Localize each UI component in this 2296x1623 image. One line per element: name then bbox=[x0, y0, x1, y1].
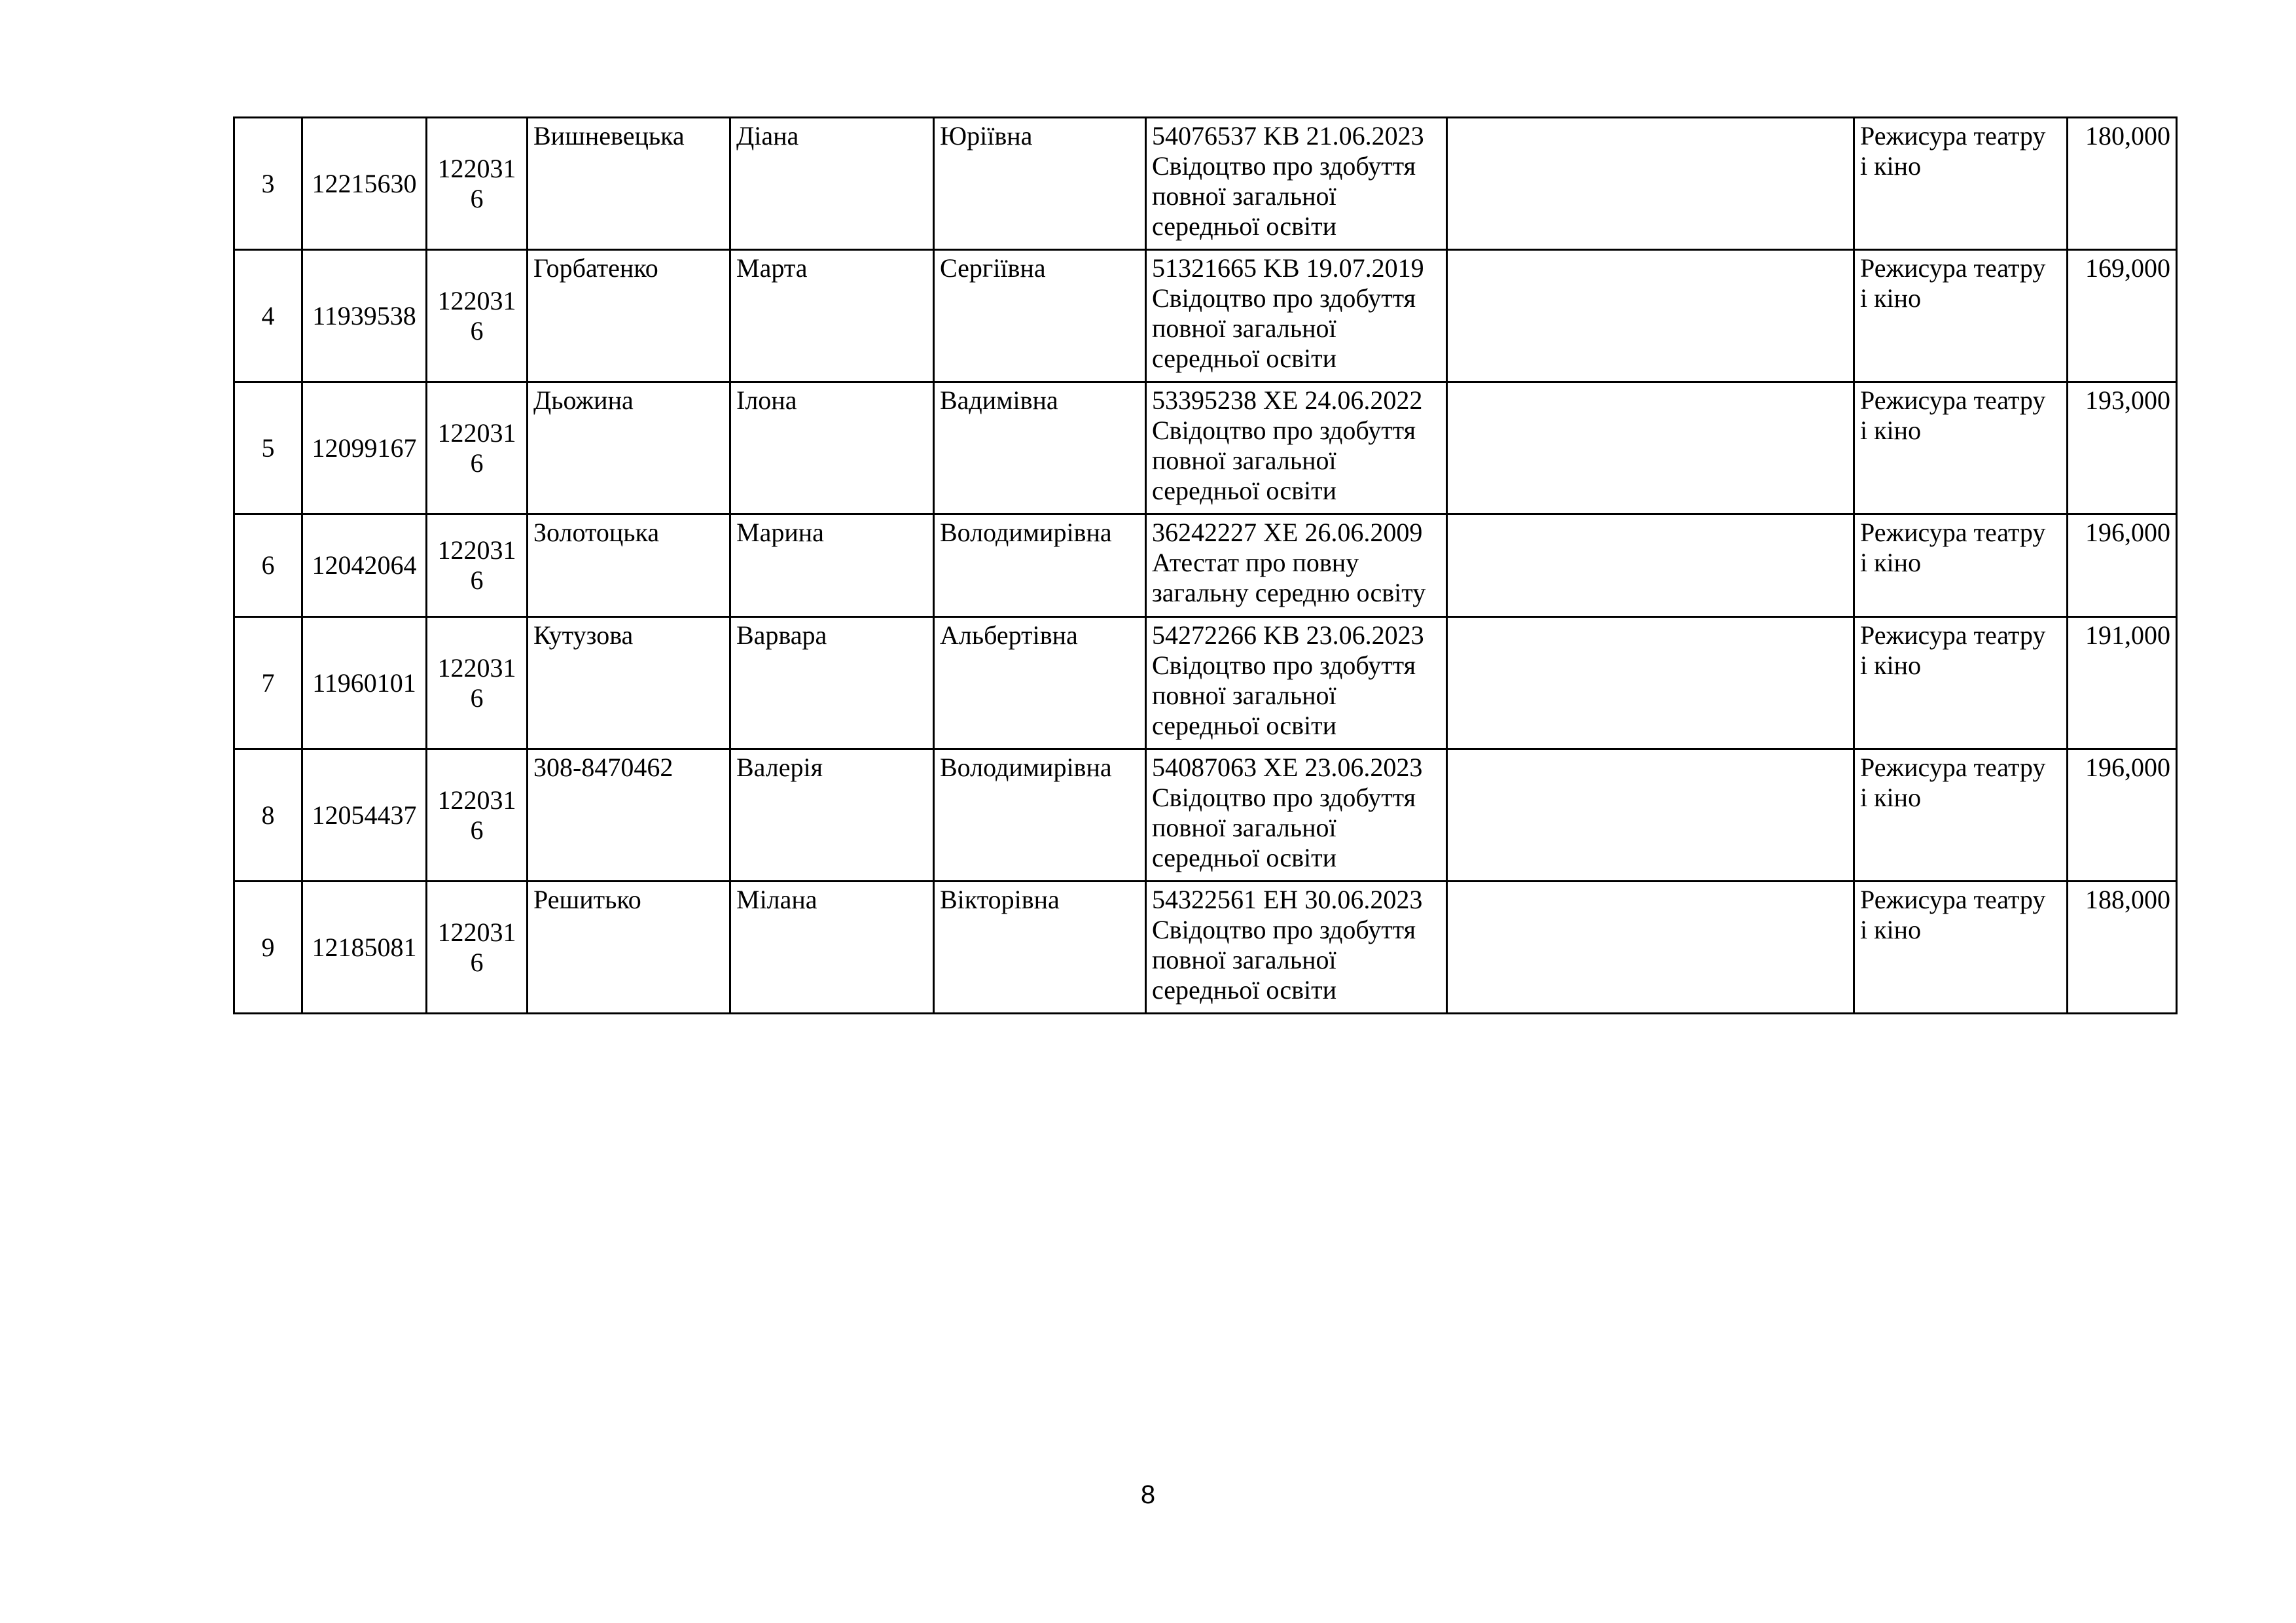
specialty-line: і кіно bbox=[1860, 151, 1922, 181]
note-cell bbox=[1447, 382, 1854, 514]
program-code-cell: 1220316 bbox=[427, 250, 528, 382]
education-document-cell bbox=[1146, 250, 1447, 382]
program-code-cell: 1220316 bbox=[427, 514, 528, 617]
surname-cell: Вишневецька bbox=[528, 118, 730, 250]
note-cell bbox=[1447, 749, 1854, 882]
document-number-line: 53395238 XE 24.06.2022 bbox=[1152, 385, 1423, 415]
first-name-cell: Марина bbox=[730, 514, 934, 617]
surname-cell: Золотоцька bbox=[528, 514, 730, 617]
application-id-cell: 12054437 bbox=[302, 749, 427, 882]
application-id-cell: 11939538 bbox=[302, 250, 427, 382]
document-number-line: 54322561 EH 30.06.2023 bbox=[1152, 885, 1423, 914]
document-type-line: Свідоцтво про здобуття bbox=[1152, 151, 1416, 181]
table-row bbox=[234, 118, 2177, 250]
patronymic-cell: Володимирівна bbox=[934, 749, 1146, 882]
document-number-line: 54087063 XE 23.06.2023 bbox=[1152, 753, 1423, 782]
first-name-cell: Валерія bbox=[730, 749, 934, 882]
row-number-cell: 6 bbox=[234, 514, 302, 617]
specialty-cell bbox=[1854, 514, 2068, 617]
specialty-line: і кіно bbox=[1860, 416, 1922, 445]
document-type-line: повної загальної bbox=[1152, 681, 1336, 710]
specialty-line: Режисура театру bbox=[1860, 253, 2046, 283]
document-type-line: Атестат про повну bbox=[1152, 548, 1359, 577]
table-row bbox=[234, 882, 2177, 1014]
specialty-cell bbox=[1854, 250, 2068, 382]
program-code-cell: 1220316 bbox=[427, 617, 528, 749]
score-cell: 193,000 bbox=[2068, 382, 2177, 514]
document-type-line: середньої освіти bbox=[1152, 843, 1336, 872]
table-row bbox=[234, 749, 2177, 882]
table-row bbox=[234, 382, 2177, 514]
specialty-cell bbox=[1854, 617, 2068, 749]
specialty-line: Режисура театру bbox=[1860, 620, 2046, 650]
score-cell: 196,000 bbox=[2068, 514, 2177, 617]
row-number-cell: 8 bbox=[234, 749, 302, 882]
specialty-line: і кіно bbox=[1860, 548, 1922, 577]
note-cell bbox=[1447, 617, 1854, 749]
note-cell bbox=[1447, 882, 1854, 1014]
specialty-cell bbox=[1854, 118, 2068, 250]
document-type-line: середньої освіти bbox=[1152, 344, 1336, 373]
surname-cell: Горбатенко bbox=[528, 250, 730, 382]
note-cell bbox=[1447, 250, 1854, 382]
document-number-line: 51321665 KB 19.07.2019 bbox=[1152, 253, 1424, 283]
specialty-cell bbox=[1854, 382, 2068, 514]
patronymic-cell: Вікторівна bbox=[934, 882, 1146, 1014]
education-document-cell bbox=[1146, 382, 1447, 514]
specialty-line: Режисура театру bbox=[1860, 385, 2046, 415]
row-number-cell: 4 bbox=[234, 250, 302, 382]
document-type-line: Свідоцтво про здобуття bbox=[1152, 283, 1416, 313]
specialty-line: Режисура театру bbox=[1860, 753, 2046, 782]
application-id-cell: 11960101 bbox=[302, 617, 427, 749]
document-type-line: Свідоцтво про здобуття bbox=[1152, 416, 1416, 445]
document-type-line: повної загальної bbox=[1152, 945, 1336, 974]
patronymic-cell: Вадимівна bbox=[934, 382, 1146, 514]
table-row bbox=[234, 514, 2177, 617]
score-cell: 180,000 bbox=[2068, 118, 2177, 250]
application-id-cell: 12185081 bbox=[302, 882, 427, 1014]
document-type-line: повної загальної bbox=[1152, 181, 1336, 211]
row-number-cell: 3 bbox=[234, 118, 302, 250]
note-cell bbox=[1447, 514, 1854, 617]
application-id-cell: 12099167 bbox=[302, 382, 427, 514]
specialty-line: і кіно bbox=[1860, 783, 1922, 812]
surname-cell: Дьожина bbox=[528, 382, 730, 514]
document-number-line: 36242227 XE 26.06.2009 bbox=[1152, 518, 1423, 547]
document-type-line: середньої освіти bbox=[1152, 711, 1336, 740]
specialty-line: Режисура театру bbox=[1860, 885, 2046, 914]
surname-cell: Решитько bbox=[528, 882, 730, 1014]
row-number-cell: 9 bbox=[234, 882, 302, 1014]
surname-cell: 308-8470462 bbox=[528, 749, 730, 882]
patronymic-cell: Юріївна bbox=[934, 118, 1146, 250]
specialty-line: і кіно bbox=[1860, 915, 1922, 944]
table-row bbox=[234, 617, 2177, 749]
education-document-cell bbox=[1146, 514, 1447, 617]
program-code-cell: 1220316 bbox=[427, 382, 528, 514]
document-type-line: середньої освіти bbox=[1152, 211, 1336, 241]
table-row bbox=[234, 250, 2177, 382]
first-name-cell: Ілона bbox=[730, 382, 934, 514]
document-type-line: Свідоцтво про здобуття bbox=[1152, 783, 1416, 812]
document-type-line: Свідоцтво про здобуття bbox=[1152, 651, 1416, 680]
patronymic-cell: Альбертівна bbox=[934, 617, 1146, 749]
score-cell: 196,000 bbox=[2068, 749, 2177, 882]
program-code-cell: 1220316 bbox=[427, 882, 528, 1014]
document-type-line: повної загальної bbox=[1152, 446, 1336, 475]
program-code-cell: 1220316 bbox=[427, 749, 528, 882]
document-type-line: середньої освіти bbox=[1152, 975, 1336, 1005]
row-number-cell: 5 bbox=[234, 382, 302, 514]
specialty-line: і кіно bbox=[1860, 283, 1922, 313]
surname-cell: Кутузова bbox=[528, 617, 730, 749]
specialty-cell bbox=[1854, 882, 2068, 1014]
score-cell: 169,000 bbox=[2068, 250, 2177, 382]
score-cell: 188,000 bbox=[2068, 882, 2177, 1014]
patronymic-cell: Сергіївна bbox=[934, 250, 1146, 382]
education-document-cell bbox=[1146, 617, 1447, 749]
first-name-cell: Мілана bbox=[730, 882, 934, 1014]
program-code-cell: 1220316 bbox=[427, 118, 528, 250]
patronymic-cell: Володимирівна bbox=[934, 514, 1146, 617]
document-type-line: повної загальної bbox=[1152, 313, 1336, 343]
education-document-cell bbox=[1146, 882, 1447, 1014]
application-id-cell: 12215630 bbox=[302, 118, 427, 250]
specialty-line: Режисура театру bbox=[1860, 121, 2046, 151]
first-name-cell: Марта bbox=[730, 250, 934, 382]
document-number-line: 54076537 KB 21.06.2023 bbox=[1152, 121, 1424, 151]
specialty-line: і кіно bbox=[1860, 651, 1922, 680]
table-body bbox=[234, 118, 2177, 1014]
row-number-cell: 7 bbox=[234, 617, 302, 749]
applicants-table bbox=[233, 116, 2178, 1014]
note-cell bbox=[1447, 118, 1854, 250]
document-type-line: повної загальної bbox=[1152, 813, 1336, 842]
document-type-line: середньої освіти bbox=[1152, 476, 1336, 505]
education-document-cell bbox=[1146, 749, 1447, 882]
document-number-line: 54272266 KB 23.06.2023 bbox=[1152, 620, 1424, 650]
applicants-table-wrapper bbox=[233, 116, 2178, 1014]
specialty-cell bbox=[1854, 749, 2068, 882]
first-name-cell: Діана bbox=[730, 118, 934, 250]
application-id-cell: 12042064 bbox=[302, 514, 427, 617]
score-cell: 191,000 bbox=[2068, 617, 2177, 749]
specialty-line: Режисура театру bbox=[1860, 518, 2046, 547]
education-document-cell bbox=[1146, 118, 1447, 250]
document-type-line: загальну середню освіту bbox=[1152, 578, 1426, 607]
first-name-cell: Варвара bbox=[730, 617, 934, 749]
page-number: 8 bbox=[1140, 1480, 1156, 1509]
document-type-line: Свідоцтво про здобуття bbox=[1152, 915, 1416, 944]
